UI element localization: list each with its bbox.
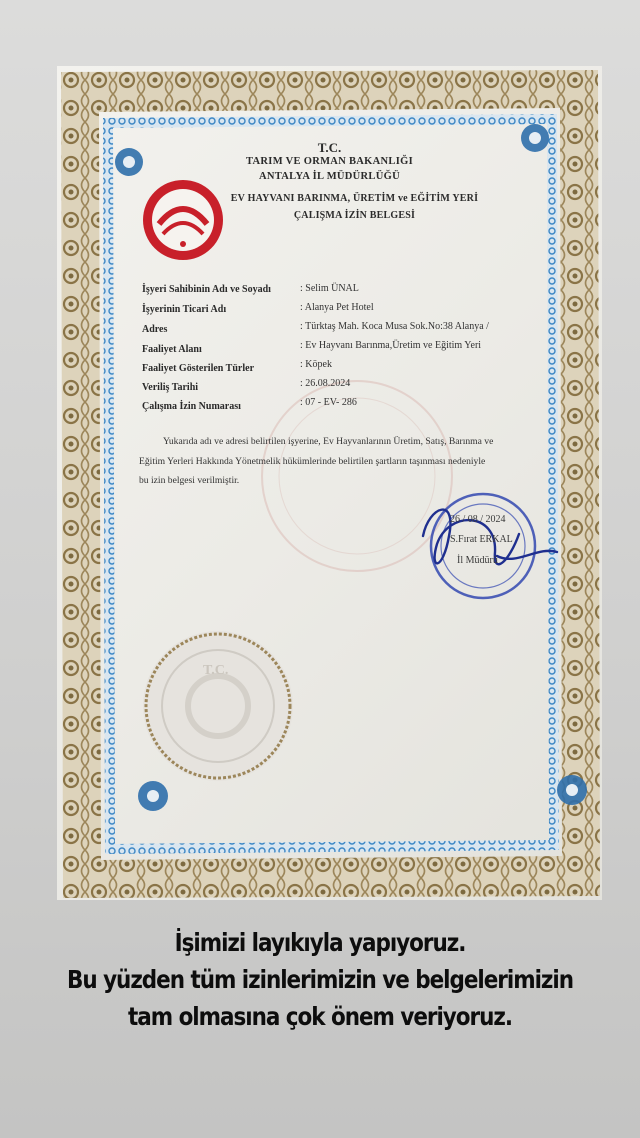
certificate-title-line2: ÇALIŞMA İZİN BELGESİ xyxy=(293,210,416,221)
field-label-species: Faaliyet Gösterilen Türler xyxy=(142,363,255,374)
signature-date: 26 / 08 / 2024 xyxy=(450,514,506,525)
field-label-trade-name: İşyerinin Ticari Adı xyxy=(142,304,227,315)
field-value-issue-date: : 26.08.2024 xyxy=(300,378,351,389)
caption-line-1: İşimizi layıkıyla yapıyoruz. xyxy=(174,928,466,957)
caption-line-2: Bu yüzden tüm izinlerimizin ve belgelerimizin xyxy=(66,965,574,994)
field-value-owner: : Selim ÜNAL xyxy=(300,283,359,294)
signature-role: İl Müdürü xyxy=(457,555,498,566)
field-label-permit-number: Çalışma İzin Numarası xyxy=(142,401,241,412)
header-ministry-text: TARIM VE ORMAN BAKANLIĞI xyxy=(246,156,413,167)
caption-line-3: tam olmasına çok önem veriyoruz. xyxy=(128,1002,512,1031)
field-value-species: : Köpek xyxy=(300,359,332,370)
signature-name: S.Fırat ERKAL xyxy=(450,534,513,545)
field-label-address: Adres xyxy=(142,324,168,335)
header-directorate: ANTALYA İL MÜDÜRLÜĞÜ xyxy=(259,171,400,182)
field-label-owner: İşyeri Sahibinin Adı ve Soyadı xyxy=(142,284,271,295)
field-value-activity: : Ev Hayvanı Barınma,Üretim ve Eğitim Yeri xyxy=(300,340,482,351)
embossed-seal-text: T.C. xyxy=(203,663,229,678)
certificate-title-line1: EV HAYVANI BARINMA, ÜRETİM ve EĞİTİM YERİ xyxy=(230,193,479,204)
body-line-1: Yukarıda adı ve adresi belirtilen işyerine, Ev Hayvanlarının Üretim, Satış, Barınma ve xyxy=(163,436,494,447)
body-line-2: Eğitim Yerleri Hakkında Yönetmelik hükümlerinde belirtilen şartların taşınması nedeniyle xyxy=(139,456,486,467)
story-caption xyxy=(45,924,595,1035)
field-label-activity: Faaliyet Alanı xyxy=(142,344,202,355)
field-value-permit-number: : 07 - EV- 286 xyxy=(300,397,357,408)
certificate-text-layer xyxy=(57,66,602,900)
field-label-issue-date: Veriliş Tarihi xyxy=(142,382,199,393)
field-value-address: : Türktaş Mah. Koca Musa Sok.No:38 Alanya / xyxy=(300,321,489,332)
field-value-trade-name: : Alanya Pet Hotel xyxy=(300,302,374,313)
body-line-3: bu izin belgesi verilmiştir. xyxy=(139,475,240,486)
header-tc-text: T.C. xyxy=(317,140,342,155)
